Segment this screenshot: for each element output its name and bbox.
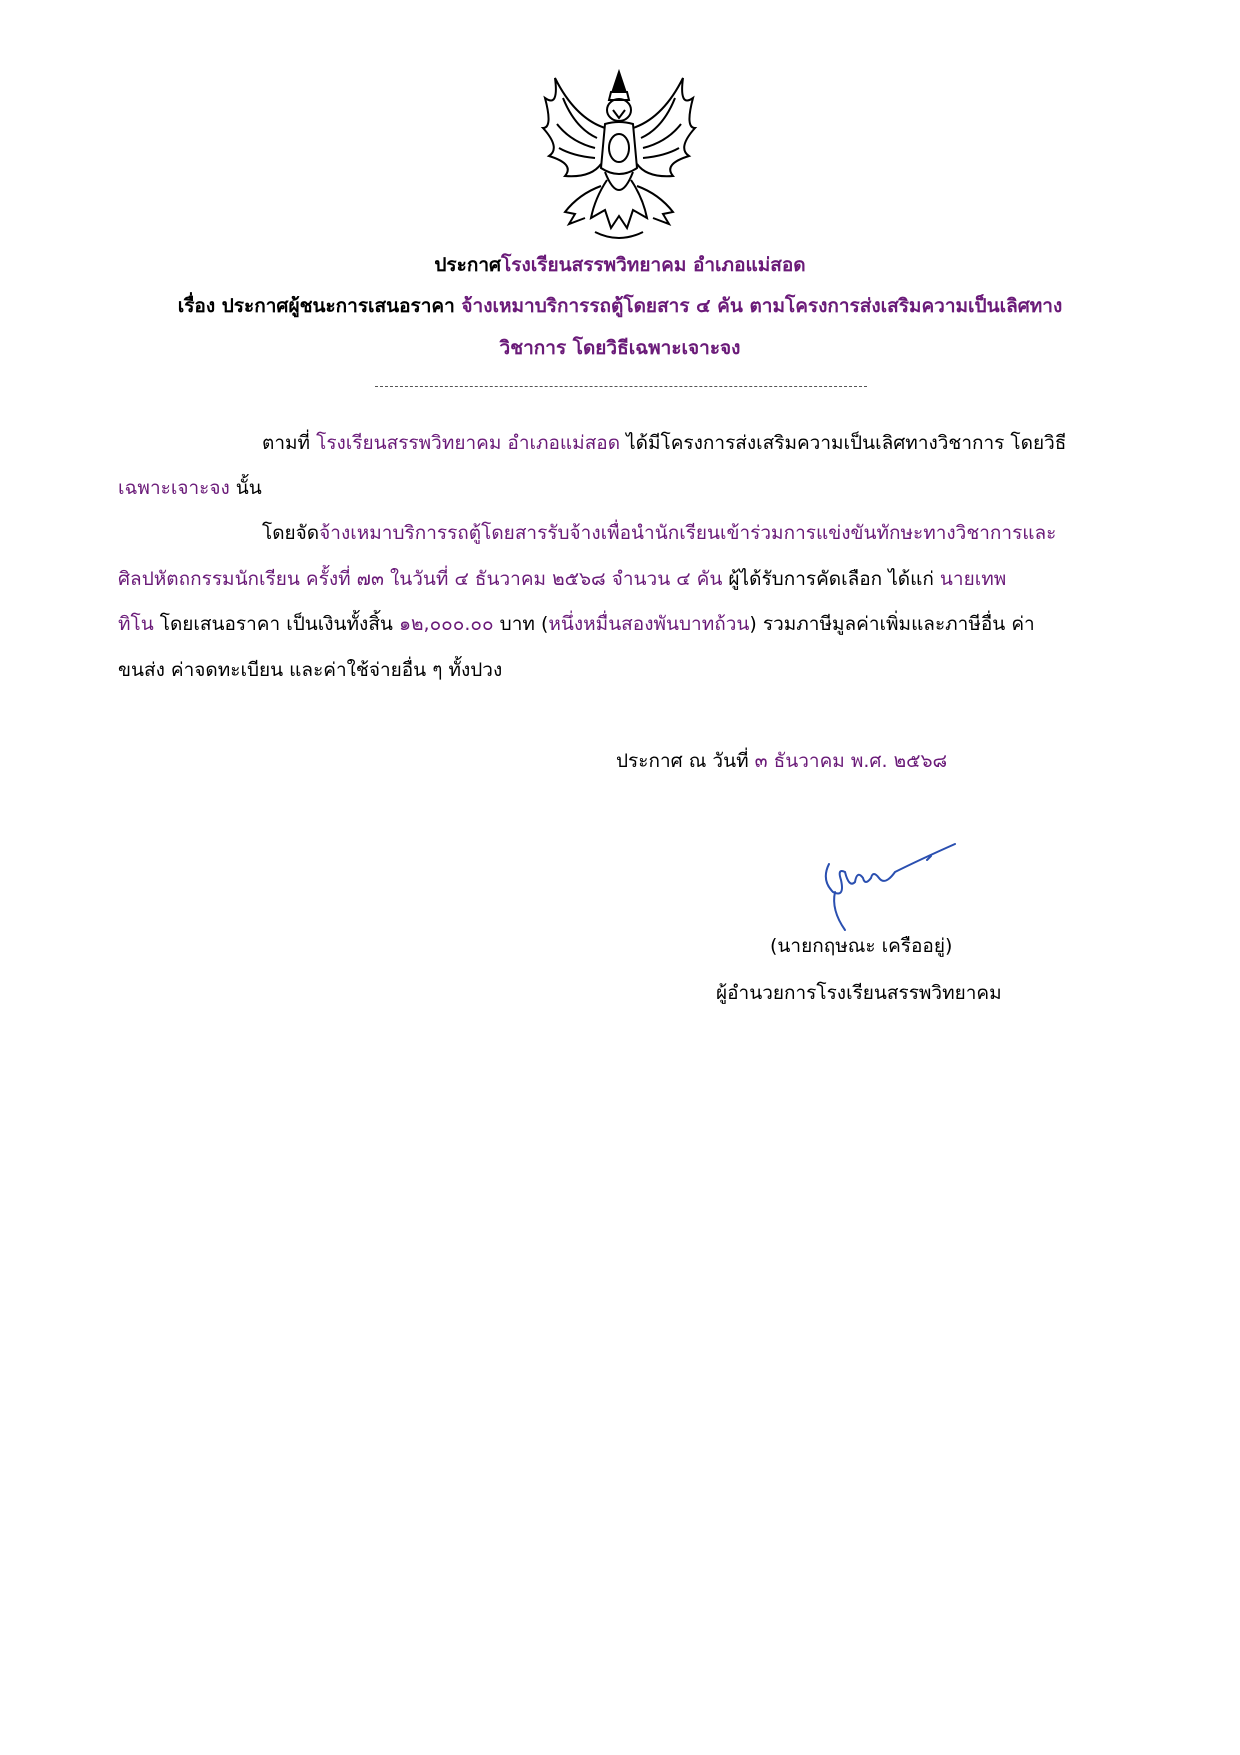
p2-winner-first: นายเทพ <box>939 568 1007 590</box>
signatory-name: (นายกฤษณะ เครืออยู่) <box>770 935 953 957</box>
garuda-emblem-icon <box>535 68 703 246</box>
p2-text-i: บาท ( <box>493 613 549 635</box>
p2-text-a: โดยจัด <box>262 522 320 544</box>
date-value: ๓ ธันวาคม พ.ศ. ๒๕๖๘ <box>754 750 948 772</box>
date-prefix: ประกาศ ณ วันที่ <box>616 750 755 772</box>
p2-amount: ๑๒,๐๐๐.๐๐ <box>398 613 494 635</box>
title-school-name: โรงเรียนสรรพวิทยาคม อำเภอแม่สอด <box>501 254 806 276</box>
p1-method: เฉพาะเจาะจง <box>118 477 230 499</box>
p2-winner-last: ทิโน <box>118 613 154 635</box>
p2-text-d: ผู้ได้รับการคัดเลือก ได้แก่ <box>722 568 940 590</box>
p2-event: ศิลปหัตถกรรมนักเรียน ครั้งที่ ๗๓ ในวันที่ ๔ ธันวาคม ๒๕๖๘ จำนวน ๔ คัน <box>118 568 723 590</box>
title-prefix: ประกาศ <box>434 254 502 276</box>
paragraph-2-line-1 <box>262 518 1056 548</box>
p1-text-c: ได้มีโครงการส่งเสริมความเป็นเลิศทางวิชาการ โดยวิธี <box>620 432 1067 454</box>
paragraph-1-line-1 <box>262 428 1066 458</box>
paragraph-2-line-4 <box>118 655 502 685</box>
signatory-position: ผู้อำนวยการโรงเรียนสรรพวิทยาคม <box>716 982 1002 1004</box>
paragraph-2-line-3 <box>118 609 1035 639</box>
p2-text-l: ขนส่ง ค่าจดทะเบียน และค่าใช้จ่ายอื่น ๆ ทั้งปวง <box>118 659 503 681</box>
subject-project-line1: จ้างเหมาบริการรถตู้โดยสาร ๔ คัน ตามโครงการส่งเสริมความเป็นเลิศทาง <box>461 295 1063 317</box>
subject-prefix: เรื่อง ประกาศผู้ชนะการเสนอราคา <box>177 295 462 317</box>
p1-text-e: นั้น <box>229 477 262 499</box>
announcement-subject <box>0 291 1240 321</box>
header-divider <box>375 386 867 387</box>
paragraph-1-line-2 <box>118 473 262 503</box>
p1-school: โรงเรียนสรรพวิทยาคม อำเภอแม่สอด <box>316 432 621 454</box>
p2-amount-words: หนึ่งหมื่นสองพันบาทถ้วน <box>548 613 750 635</box>
paragraph-2-line-2 <box>118 564 1006 594</box>
announcement-date <box>616 746 947 776</box>
p2-text-k: ) รวมภาษีมูลค่าเพิ่มและภาษีอื่น ค่า <box>749 613 1035 635</box>
p1-text-a: ตามที่ <box>262 432 317 454</box>
subject-project-line2: วิชาการ โดยวิธีเฉพาะเจาะจง <box>499 337 741 359</box>
announcement-subject-continued <box>0 333 1240 363</box>
p2-service: จ้างเหมาบริการรถตู้โดยสารรับจ้างเพื่อนำนักเรียนเข้าร่วมการแข่งขันทักษะทางวิชาการและ <box>319 522 1057 544</box>
announcement-title <box>0 250 1240 280</box>
handwritten-signature <box>815 842 960 932</box>
p2-text-g: โดยเสนอราคา เป็นเงินทั้งสิ้น <box>153 613 399 635</box>
